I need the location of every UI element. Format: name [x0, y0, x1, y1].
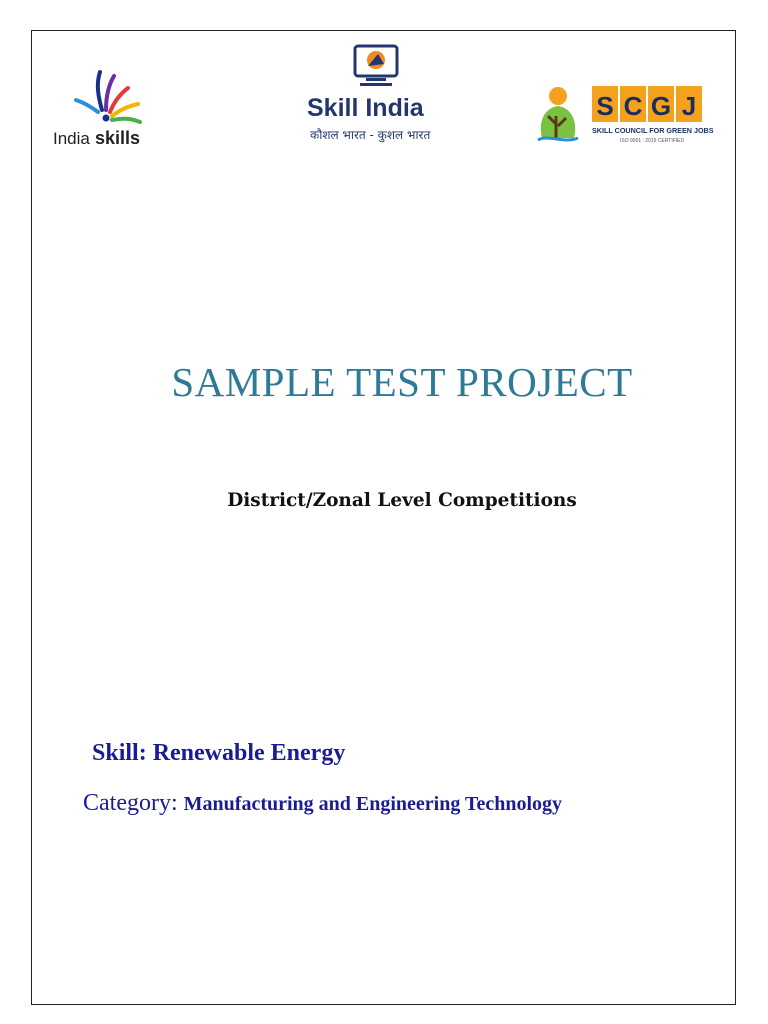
svg-text:C: C	[623, 91, 643, 121]
category-heading	[83, 790, 562, 817]
svg-text:India: India	[53, 129, 90, 148]
svg-text:ISO 9001 : 2015 CERTIFIED: ISO 9001 : 2015 CERTIFIED	[620, 138, 685, 144]
skill-heading: Skill: Renewable Energy	[92, 740, 346, 766]
skill-india-logo	[300, 44, 450, 146]
svg-text:SKILL COUNCIL FOR GREEN JOBS: SKILL COUNCIL FOR GREEN JOBS	[592, 126, 714, 135]
indiaskills-logo	[50, 66, 150, 150]
category-separator: :	[170, 790, 184, 816]
page-border	[31, 30, 736, 1005]
document-subtitle: District/Zonal Level Competitions	[227, 490, 577, 511]
scgj-logo	[534, 82, 714, 150]
document-title: SAMPLE TEST PROJECT	[171, 359, 633, 405]
svg-text:J: J	[681, 91, 697, 121]
category-label: Category	[83, 790, 171, 816]
svg-text:skills: skills	[95, 128, 141, 148]
skill-india-emblem-icon	[300, 44, 450, 146]
svg-text:G: G	[650, 91, 672, 121]
category-value: Manufacturing and Engineering Technology	[183, 793, 563, 815]
indiaskills-swoosh-icon	[50, 66, 150, 150]
svg-text:S: S	[596, 91, 614, 121]
scgj-tree-icon	[534, 82, 714, 150]
svg-text:कौशल भारत - कुशल भारत: कौशल भारत - कुशल भारत	[310, 128, 431, 142]
svg-text:Skill India: Skill India	[307, 94, 424, 122]
